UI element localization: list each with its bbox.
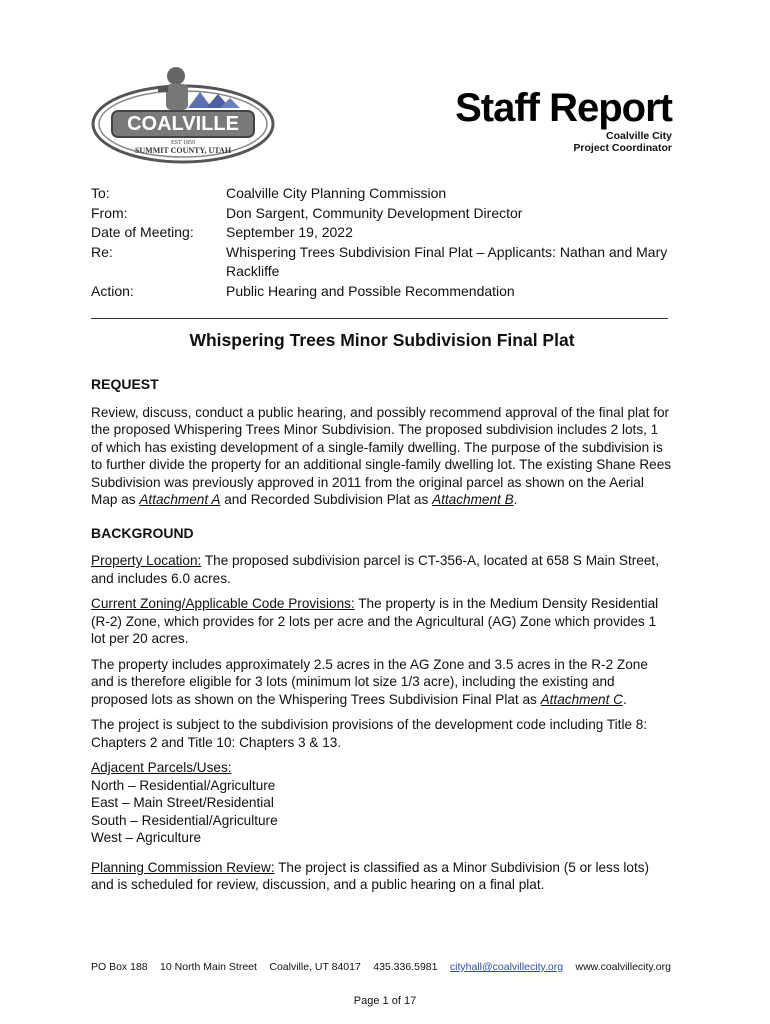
property-location-paragraph [91,552,673,587]
memo-header [91,184,671,301]
adjacent-west: West – Agriculture [91,830,202,845]
review-label: Planning Commission Review: [91,859,275,875]
document-title: Whispering Trees Minor Subdivision Final Plat [189,330,575,350]
zoning-text: The property is in the Medium Density Residential (R-2) Zone, which provides for 2 lots per acre and the Agricultural (AG) Zone which provides 1 lot per 20 acres. [91,596,659,646]
memo-action-label: Action: [91,282,134,299]
footer-phone: 435.336.5981 [373,961,438,973]
memo-from-row [91,204,671,224]
memo-to-label: To: [91,185,110,201]
background-heading: BACKGROUND [91,524,194,541]
review-paragraph [91,859,673,894]
adjacent-south: South – Residential/Agriculture [91,812,278,828]
acres-paragraph [91,656,673,709]
adjacent-paragraph [91,759,673,847]
request-text-between: and Recorded Subdivision Plat as [220,492,433,507]
acres-text: The property includes approximately 2.5 acres in the AG Zone and 3.5 acres in the R-2 Zone and is therefore eligible for 3 lots (minimum lot size 1/3 acre), including the existing and proposed lots as shown on the Whispering Trees Subdivision Final Plat as [91,656,648,707]
memo-action-value: Public Hearing and Possible Recommendation [226,282,515,299]
memo-re-value: Whispering Trees Subdivision Final Plat – Applicants: Nathan and Mary Rackliffe [226,243,668,279]
logo-established: EST 1859 [170,140,196,146]
acres-end: . [622,691,627,707]
review-text: The project is classified as a Minor Subdivision (5 or less lots) and is scheduled for review, discussion, and a public hearing on a final plat. [91,859,650,892]
memo-re-label: Re: [91,243,113,260]
footer-website: www.coalvillecity.org [575,961,671,973]
report-body [91,376,673,894]
logo-wordmark: COALVILLE [127,113,239,135]
attachment-a-link[interactable]: Attachment A [139,492,221,507]
adjacent-label: Adjacent Parcels/Uses: [91,760,232,775]
zoning-label: Current Zoning/Applicable Code Provisions: [91,596,355,611]
logo-county: SUMMIT COUNTY, UTAH [134,146,232,155]
memo-re-row [91,243,671,282]
memo-date-row [91,223,671,243]
page-footer [91,961,671,973]
footer-po-box: PO Box 188 [91,961,148,973]
attachment-c-link[interactable]: Attachment C [540,691,623,707]
attachment-b-link[interactable]: Attachment B [432,492,514,507]
adjacent-north: North – Residential/Agriculture [91,777,276,793]
footer-street: 10 North Main Street [160,961,257,973]
property-location-text: The proposed subdivision parcel is CT-356-A, located at 658 S Main Street, and includes 6.0 acres. [91,553,659,586]
memo-from-value: Don Sargent, Community Development Director [226,204,523,221]
footer-email-link[interactable]: cityhall@coalvillecity.org [449,961,564,973]
memo-to-value: Coalville City Planning Commission [226,185,447,201]
memo-date-label: Date of Meeting: [91,224,194,240]
request-text-end: . [513,492,518,507]
code-paragraph: The project is subject to the subdivision provisions of the development code including Title 8: Chapters 2 and Title 10: Chapters 3 & 13. [91,717,648,750]
request-heading: REQUEST [91,376,159,392]
zoning-paragraph [91,595,673,648]
coalville-logo [88,56,278,166]
page-number: Page 1 of 17 [353,995,417,1007]
property-location-label: Property Location: [91,553,202,568]
report-title: Staff Report [455,86,672,130]
memo-date-value: September 19, 2022 [226,224,353,240]
request-text: Review, discuss, conduct a public hearing, and possibly recommend approval of the final plat for the proposed Whispering Trees Minor Subdivision. The proposed subdivision includes 2 lots, 1 of which has existing development of a single-family dwelling. The purpose of the subdivision is to further divide the property for an additional single-family dwelling lot. The existing Shane Rees Subdivision was previously approved in 2011 from the original parcel as shown on the Aerial Map as [91,404,672,507]
header-divider [91,318,668,319]
memo-from-label: From: [91,204,128,221]
memo-to-row [91,184,671,204]
report-subtitle-role: Project Coordinator [573,142,672,154]
report-subtitle-city: Coalville City [606,130,672,142]
memo-action-row [91,282,671,302]
request-paragraph [91,404,673,509]
adjacent-east: East – Main Street/Residential [91,795,274,810]
footer-city: Coalville, UT 84017 [269,961,361,973]
